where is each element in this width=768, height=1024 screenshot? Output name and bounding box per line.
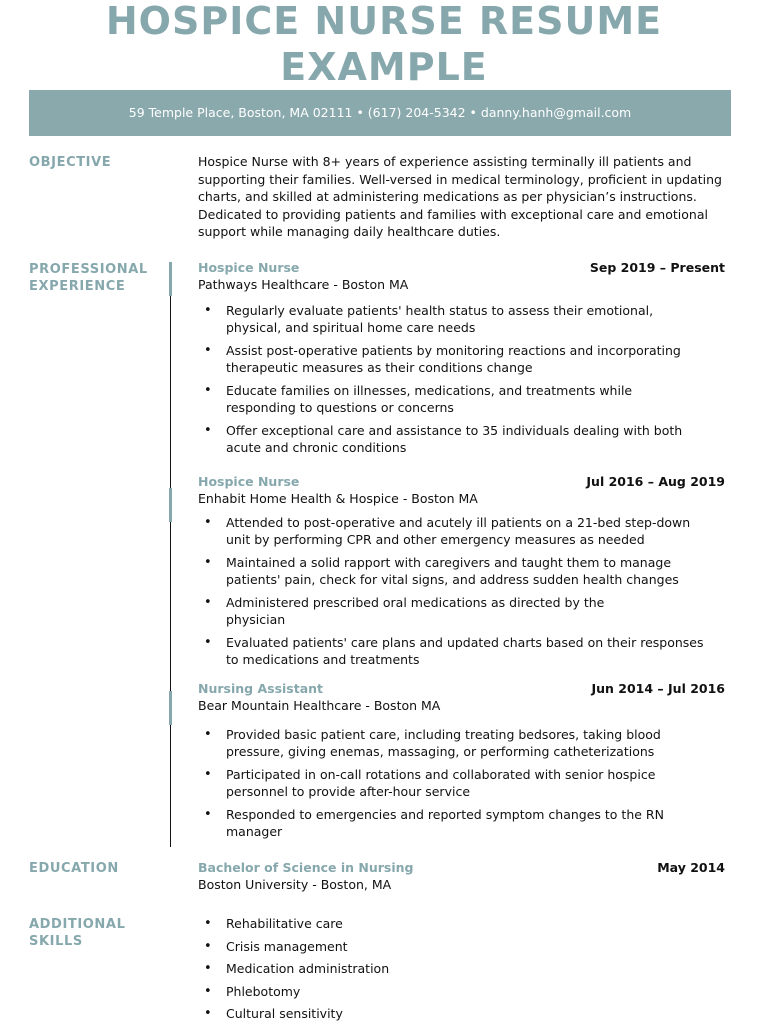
resume-title-line-2: EXAMPLE xyxy=(280,45,488,89)
job-bullet: • Participated in on-call rotations and collaborated with senior hospice personnel to provide after-hour service xyxy=(204,766,704,800)
education-school: Boston University - Boston, MA xyxy=(198,877,392,892)
job-bullet: • Assist post-operative patients by monitoring reactions and incorporating therapeutic measures as their conditions change xyxy=(204,342,704,376)
timeline-marker xyxy=(169,262,172,296)
skill-item: • Phlebotomy xyxy=(204,983,704,1000)
skill-item: • Crisis management xyxy=(204,938,704,955)
job-dates: Jul 2016 – Aug 2019 xyxy=(586,474,725,489)
resume-title-line-1: HOSPICE NURSE RESUME xyxy=(105,0,663,43)
experience-timeline xyxy=(170,262,171,847)
education-date: May 2014 xyxy=(657,860,725,875)
job-bullet: • Maintained a solid rapport with caregivers and taught them to manage patients' pain, check for vital signs, and address sudden health changes xyxy=(204,554,704,588)
job-entry xyxy=(198,474,725,507)
section-heading-skills-line-1: ADDITIONAL xyxy=(29,917,126,932)
job-bullet: • Attended to post-operative and acutely ill patients on a 21-bed step-down unit by performing CPR and other emergency measures as needed xyxy=(204,514,704,548)
skill-item: • Cultural sensitivity xyxy=(204,1005,704,1022)
job-entry xyxy=(198,681,725,714)
job-bullet-list xyxy=(204,726,704,840)
job-bullet: • Educate families on illnesses, medications, and treatments while responding to questions or concerns xyxy=(204,382,704,416)
job-bullet: • Offer exceptional care and assistance to 35 individuals dealing with both acute and chronic conditions xyxy=(204,422,704,456)
job-entry xyxy=(198,260,725,293)
section-heading-skills xyxy=(29,916,169,950)
skill-item: • Rehabilitative care xyxy=(204,915,704,932)
education-degree: Bachelor of Science in Nursing xyxy=(198,860,414,875)
job-company: Enhabit Home Health & Hospice - Boston MA xyxy=(198,491,478,506)
job-bullet-list xyxy=(204,302,704,456)
job-company: Pathways Healthcare - Boston MA xyxy=(198,277,409,292)
section-heading-education: EDUCATION xyxy=(29,861,119,876)
section-heading-objective: OBJECTIVE xyxy=(29,155,112,170)
section-heading-experience-line-2: EXPERIENCE xyxy=(29,279,126,294)
objective-text: Hospice Nurse with 8+ years of experience assisting terminally ill patients and supporting their families. Well-versed in medical terminology, proficient in updating charts, and skilled at administering medications as per physician’s instructions. Dedicated to providing patients and families with exceptional care and emotional support while managing daily healthcare duties. xyxy=(198,154,722,239)
section-heading-experience-line-1: PROFESSIONAL xyxy=(29,262,148,277)
job-bullet-list xyxy=(204,514,704,668)
section-heading-experience xyxy=(29,261,169,295)
skills-list xyxy=(204,915,704,1022)
section-heading-skills-line-2: SKILLS xyxy=(29,934,83,949)
job-bullet: • Evaluated patients' care plans and updated charts based on their responses to medications and treatments xyxy=(204,634,704,668)
job-dates: Jun 2014 – Jul 2016 xyxy=(591,681,725,696)
skill-item: • Medication administration xyxy=(204,960,704,977)
job-bullet: • Responded to emergencies and reported symptom changes to the RN manager xyxy=(204,806,704,840)
job-bullet: • Regularly evaluate patients' health status to assess their emotional, physical, and spiritual home care needs xyxy=(204,302,704,336)
contact-bar: 59 Temple Place, Boston, MA 02111 • (617) 204-5342 • danny.hanh@gmail.com xyxy=(29,90,731,136)
job-dates: Sep 2019 – Present xyxy=(589,260,725,275)
job-bullet: • Provided basic patient care, including treating bedsores, taking blood pressure, giving enemas, massaging, or performing catheterizations xyxy=(204,726,704,760)
job-title: Nursing Assistant xyxy=(198,681,324,696)
timeline-marker xyxy=(169,488,172,522)
timeline-marker xyxy=(169,691,172,725)
job-company: Bear Mountain Healthcare - Boston MA xyxy=(198,698,441,713)
job-title: Hospice Nurse xyxy=(198,260,300,275)
job-bullet: • Administered prescribed oral medications as directed by the physician xyxy=(204,594,626,628)
education-entry xyxy=(198,860,725,893)
job-title: Hospice Nurse xyxy=(198,474,300,489)
